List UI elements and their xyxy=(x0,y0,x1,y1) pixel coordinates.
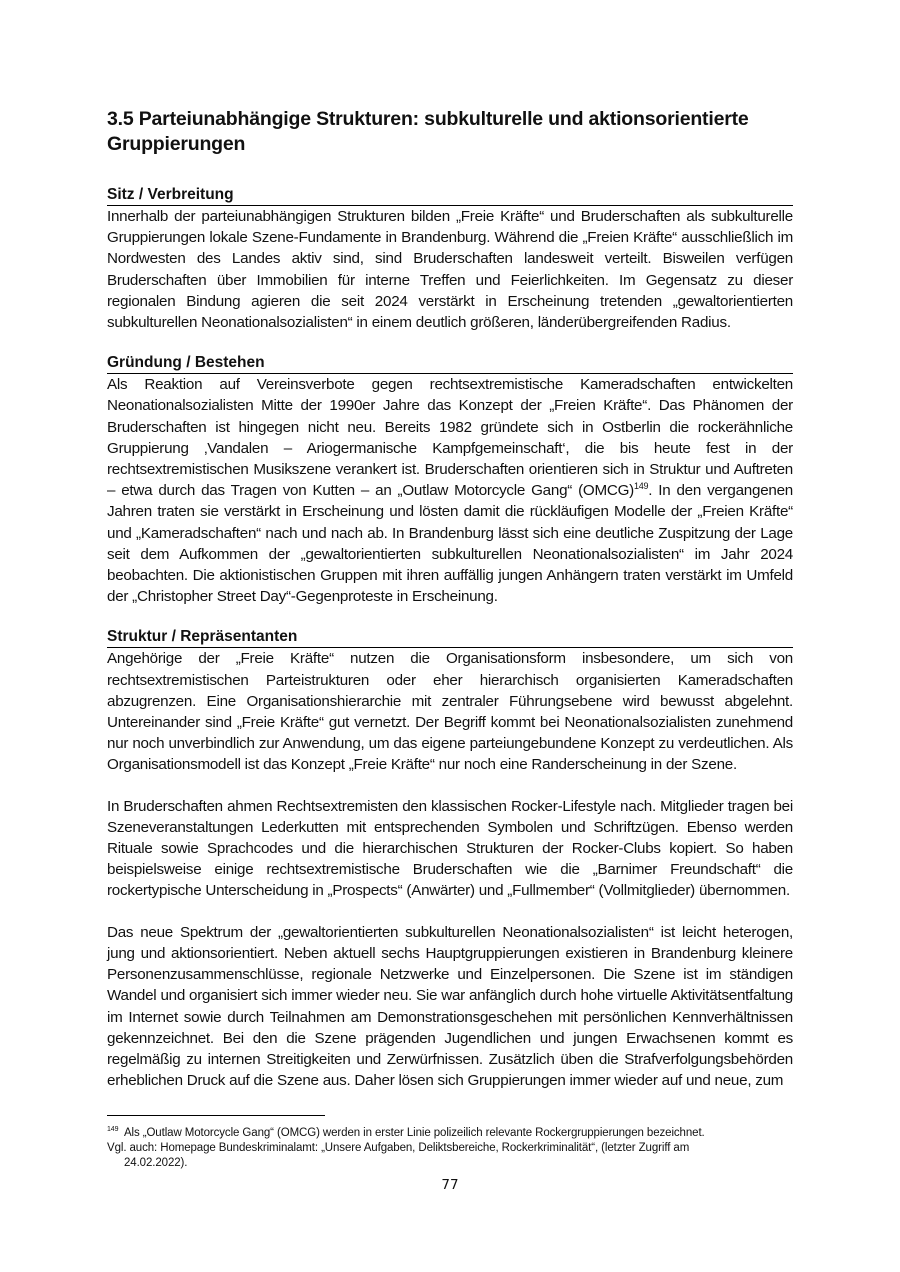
section-sitz xyxy=(107,185,793,333)
footnotes xyxy=(107,1126,793,1171)
sitz-heading: Sitz / Verbreitung xyxy=(107,185,793,206)
gruendung-text-part2: . In den vergangenen Jahren traten sie verstärkt in Erscheinung und lösten damit die rückläufigen Modelle der „Freien Kräfte“ und „Kameradschaften“ nach und nach ab. In Brandenburg lässt sich eine deutliche Zuspitzung der Lage seit dem Aufkommen der „gewaltorientierten subkulturellen Neonationalsozialisten“ im Jahr 2024 beobachten. Die aktionistischen Gruppen mit ihren auffällig jungen Anhängern traten verstärkt im Umfeld der „Christopher Street Day“-Gegenproteste in Erscheinung. xyxy=(107,482,793,606)
footnote-reference[interactable]: 149 xyxy=(633,481,649,492)
section-gruendung xyxy=(107,353,793,607)
struktur-paragraph: Angehörige der „Freie Kräfte“ nutzen die Organisationsform insbesondere, um sich von rechtsextremistischen Parteistrukturen oder eher hierarchisch organisierten Kameradschaften abzugrenzen. Eine Organisationshierarchie mit zentraler Führungsebene wird bewusst abgelehnt. Untereinander sind „Freie Kräfte“ gut vernetzt. Der Begriff kommt bei Neonationalsozialisten zunehmend nur noch unverbindlich zur Anwendung, um das eigene parteiungebundene Konzept zu verdeutlichen. Als Organisationsmodell ist das Konzept „Freie Kräfte“ nur noch eine Randerscheinung in der Szene. xyxy=(107,650,793,774)
footnote-line1: Als „Outlaw Motorcycle Gang“ (OMCG) werden in erster Linie polizeilich relevante Rockergruppierungen bezeichnet. xyxy=(123,1127,705,1139)
struktur-heading: Struktur / Repräsentanten xyxy=(107,627,793,648)
struktur-paragraph: Das neue Spektrum der „gewaltorientierten subkulturellen Neonationalsozialisten“ ist leicht heterogen, jung und aktionsorientiert. Neben aktuell sechs Hauptgruppierungen existieren in Brandenburg kleinere Personenzusammenschlüsse, regionale Netzwerke und Einzelpersonen. Die Szene ist im ständigen Wandel und organisiert sich immer wieder neu. Sie war anfänglich durch hohe virtuelle Aktivitätsentfaltung im Internet sowie durch Teilnahmen am Demonstrationsgeschehen mit persönlichen Kennverhältnissen gekennzeichnet. Bei den die Szene prägenden Jugendlichen und jungen Erwachsenen kommt es regelmäßig zu internen Streitigkeiten und Zerwürfnissen. Zusätzlich üben die Strafverfolgungsbehörden erheblichen Druck auf die Szene aus. Daher lösen sich Gruppierungen immer wieder auf und neue, zum xyxy=(107,923,793,1090)
page-content xyxy=(107,107,793,1111)
section-title: 3.5 Parteiunabhängige Strukturen: subkulturelle und aktionsorientierte Gruppierungen xyxy=(107,108,749,155)
sitz-text: Innerhalb der parteiunabhängigen Strukturen bilden „Freie Kräfte“ und Bruderschaften als subkulturelle Gruppierungen lokale Szene-Fundamente in Brandenburg. Während die „Freien Kräfte“ ausschließlich im Nordwesten des Landes aktiv sind, sind Bruderschaften landesweit verteilt. Bisweilen verfügen Bruderschaften über Immobilien für interne Treffen und Feierlichkeiten. Im Gegensatz zu dieser regionalen Bindung agieren die seit 2024 verstärkt in Erscheinung tretenden „gewaltorientierten subkulturellen Neonationalsozialisten“ in einem deutlich größeren, länderübergreifenden Radius. xyxy=(107,208,793,332)
footnote-line2: Vgl. auch: Homepage Bundeskriminalamt: „Unsere Aufgaben, Deliktsbereiche, Rockerkriminalität“, (letzter Zugriff am xyxy=(107,1142,690,1154)
gruendung-text xyxy=(107,374,793,607)
footnote-item xyxy=(107,1126,793,1141)
footnote-divider xyxy=(107,1115,325,1116)
gruendung-heading: Gründung / Bestehen xyxy=(107,353,793,374)
struktur-paragraph: In Bruderschaften ahmen Rechtsextremisten den klassischen Rocker-Lifestyle nach. Mitglieder tragen bei Szeneveranstaltungen Lederkutten mit entsprechenden Symbolen und Schriftzügen. Ebenso werden Rituale sowie Sprachcodes und die hierarchischen Strukturen der Rocker-Clubs kopiert. So haben beispielsweise einige rechtsextremistische Bruderschaften wie die „Barnimer Freundschaft“ die rockertypische Unterscheidung in „Prospects“ (Anwärter) und „Fullmember“ (Vollmitglieder) übernommen. xyxy=(107,797,793,900)
footnote-line3: 24.02.2022). xyxy=(124,1157,188,1169)
gruendung-text-part1: Als Reaktion auf Vereinsverbote gegen rechtsextremistische Kameradschaften entwickelten Neonationalsozialisten Mitte der 1990er Jahre das Konzept der „Freien Kräfte“. Das Phänomen der Bruderschaften ist hingegen nicht neu. Bereits 1982 gründete sich in Ostberlin die rockerähnliche Gruppierung ‚Vandalen – Ariogermanische Kampfgemeinschaft‘, die bis heute fest in der rechtsextremistischen Musikszene verankert ist. Bruderschaften orientieren sich in Struktur und Auftreten – etwa durch das Tragen von Kutten – an „Outlaw Motorcycle Gang“ (OMCG) xyxy=(107,376,793,500)
page-number: 77 xyxy=(441,1177,459,1193)
section-struktur xyxy=(107,627,793,1091)
footnote-number: 149 xyxy=(107,1126,119,1134)
